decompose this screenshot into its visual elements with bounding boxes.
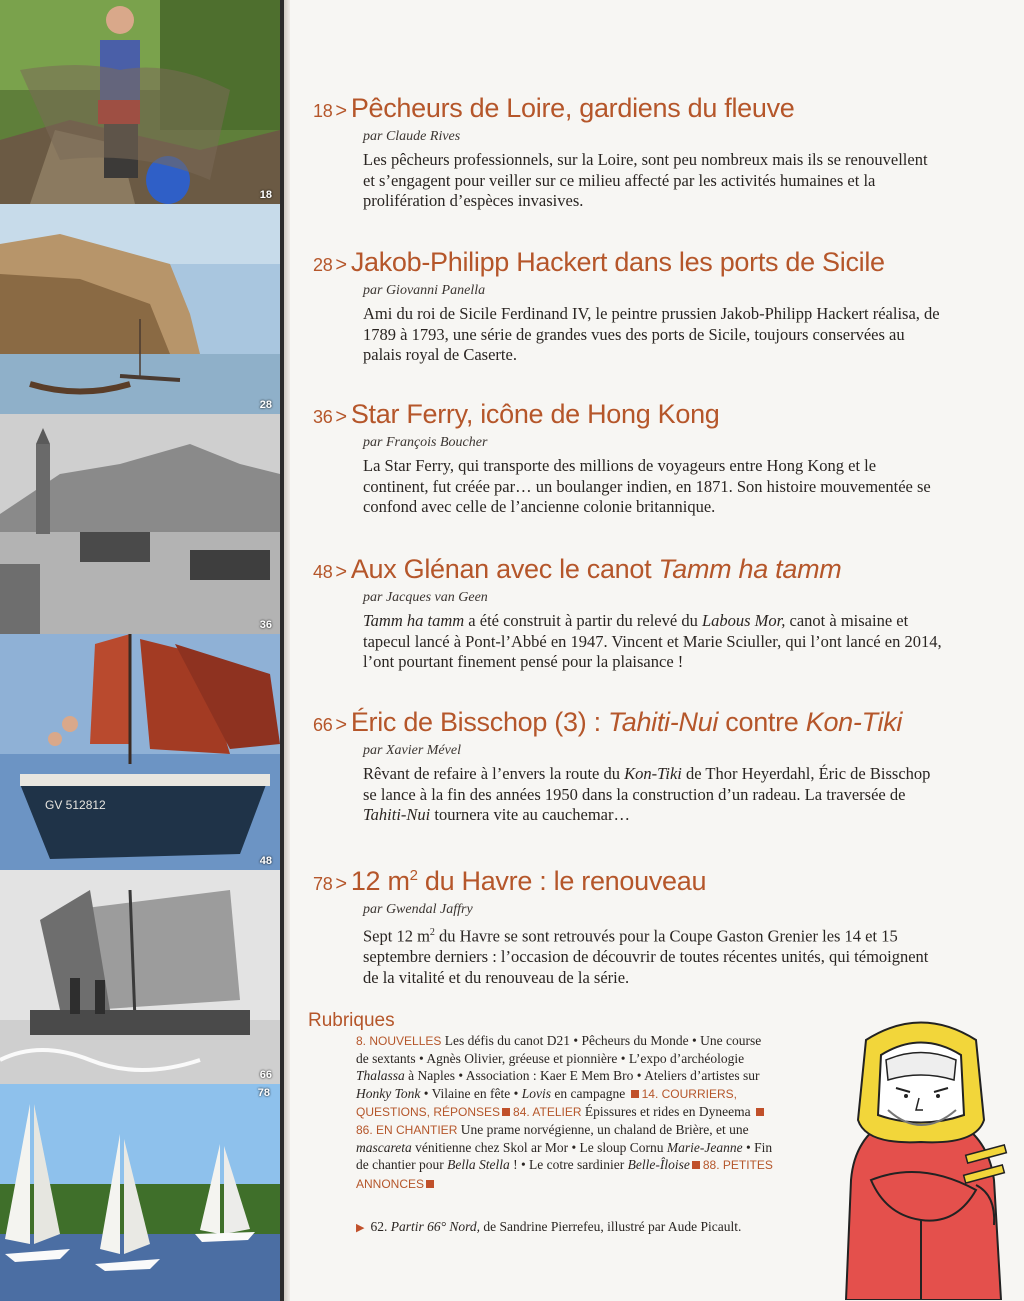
article-title: 36 > Star Ferry, icône de Hong Kong [313, 399, 720, 429]
rubrique-text: Épissures et rides en Dyneema [581, 1103, 754, 1119]
article-description: La Star Ferry, qui transporte des millions de voyageurs entre Hong Kong et le continent, fut créée par… un boulanger indien, en 1871. Son histoire mouvementée se confond avec celle de l’ancienne colonie britannique. [363, 456, 931, 516]
desc-italic: Kon-Tiki [624, 764, 682, 783]
article-title-text: Jakob-Philipp Hackert dans les ports de Sicile [350, 247, 885, 277]
rubrique-italic: Thalassa [356, 1068, 405, 1084]
article-title-text: 12 m [350, 866, 410, 896]
article-byline: par Xavier Mével [363, 743, 461, 758]
article-title: 28 > Jakob-Philipp Hackert dans les ports de Sicile [313, 247, 885, 277]
rubrique-text: vénitienne chez Skol ar Mor • Le sloup Cornu [411, 1140, 667, 1156]
photo-page-number: 78 [257, 1087, 270, 1099]
svg-text:GV 512812: GV 512812 [45, 798, 106, 812]
section-square-icon [631, 1090, 639, 1098]
desc-italic: Labous Mor, [701, 611, 786, 630]
sailor-illustration [826, 1010, 1016, 1300]
rubriques-heading: Rubriques [308, 1010, 395, 1031]
article-byline: par Jacques van Geen [363, 590, 488, 605]
rubrique-italic: mascareta [356, 1140, 412, 1156]
article-title-text: Pêcheurs de Loire, gardiens du fleuve [350, 93, 795, 123]
footer-title: Partir 66° Nord, [390, 1219, 481, 1234]
rubrique-italic: Marie-Jeanne [666, 1140, 743, 1156]
article-description: Ami du roi de Sicile Ferdinand IV, le peintre prussien Jakob-Philipp Hackert réalisa, de 1789 à 1793, une série de grandes vues des ports de Sicile, toujours conservées au palais royal de Caserte. [363, 304, 940, 364]
section-square-icon [692, 1161, 700, 1169]
article-description [363, 764, 943, 826]
desc-text: a été construit à partir du relevé du [464, 611, 702, 630]
photo-havre-art [0, 1084, 280, 1301]
rubrique-courriers-label[interactable]: 14. COURRIERS, QUESTIONS, RÉPONSES [356, 1086, 737, 1119]
article-byline: par François Boucher [363, 435, 488, 450]
desc-text: de Thor Heyerdahl, Éric de Bisschop se lance à la fin des années 1950 dans la construction d’un radeau. La traversée de [363, 764, 931, 804]
desc-italic: Tamm ha tamm [363, 611, 465, 630]
rubrique-italic: Belle-Îloise [627, 1157, 690, 1173]
article-title-text: du Havre : le renouveau [417, 866, 707, 896]
rubrique-italic: Lovis [521, 1085, 551, 1101]
photo-sicily-painting [0, 204, 280, 414]
photo-page-number: 48 [259, 855, 272, 867]
article-byline: par Giovanni Panella [363, 283, 486, 298]
photo-page-number: 66 [259, 1069, 272, 1081]
rubrique-italic: Bella Stella [447, 1157, 510, 1173]
article-title-boat-name: Tamm ha tamm [658, 554, 842, 584]
rubrique-chantier-label[interactable]: 86. EN CHANTIER [356, 1123, 458, 1138]
article-12m-havre[interactable] [313, 860, 953, 988]
article-title: 48 > Aux Glénan avec le canot Tamm ha tamm [313, 554, 842, 584]
photo-sicily-art [0, 204, 280, 414]
rubrique-text: Les défis du canot D21 • Pêcheurs du Monde • Une course de sextants • Agnès Olivier, gréeuse et pionnière • L’expo d’archéologie [356, 1033, 762, 1067]
rubrique-text: • Vilaine en fête • [420, 1085, 522, 1101]
rubrique-text: ! • Le cotre sardinier [509, 1157, 628, 1173]
rubrique-nouvelles-label[interactable]: 8. NOUVELLES [356, 1034, 442, 1048]
article-title-italic: Tahiti-Nui [608, 707, 719, 737]
article-byline: par Claude Rives [363, 129, 461, 144]
article-title-text: Star Ferry, icône de Hong Kong [350, 399, 720, 429]
article-title-superscript: 2 [409, 867, 418, 884]
rubrique-italic: Honky Tonk [356, 1085, 421, 1101]
photo-star-ferry [0, 414, 280, 634]
article-description [363, 611, 943, 673]
article-title: 66 > Éric de Bisschop (3) : Tahiti-Nui contre Kon-Tiki [313, 707, 903, 737]
rubrique-text: en campagne [551, 1085, 629, 1101]
triangle-bullet-icon: ▶ [356, 1222, 365, 1234]
article-byline: par Gwendal Jaffry [363, 902, 473, 917]
photo-havre-sailboats [0, 1084, 280, 1301]
rubriques-body [356, 1032, 776, 1193]
article-glenan[interactable] [313, 553, 953, 673]
footer-page: 62. [370, 1219, 391, 1234]
photo-red-sail-art [0, 634, 280, 870]
article-page-number: 78 [313, 874, 333, 894]
photo-raft-art [0, 870, 280, 1084]
photo-page-number: 36 [259, 619, 272, 631]
desc-text: canot à misaine et tapecul lancé à Pont-l’Abbé en 1947. Vincent et Marie Sciuller, qui l’ont lancé en 2014, l’ont pourtant finement pensé pour la plaisance ! [363, 611, 942, 671]
article-title: 18 > Pêcheurs de Loire, gardiens du fleuve [313, 93, 795, 123]
desc-text: du Havre se sont retrouvés pour la Coupe Gaston Grenier les 14 et 15 septembre derniers : l’occasion de découvrir de toutes récentes unités, qui témoignent de la vitalité et du renouveau de la série. [363, 926, 929, 987]
rubrique-annonces-label[interactable]: 88. PETITES ANNONCES [356, 1158, 773, 1191]
rubrique-text: • Fin de chantier pour [356, 1140, 773, 1173]
photo-star-ferry-art [0, 414, 280, 634]
article-title-text: Aux Glénan avec le canot [350, 554, 659, 584]
article-title-text: Éric de Bisschop (3) : [350, 707, 609, 737]
photo-strip [0, 0, 284, 1301]
section-square-icon [502, 1108, 510, 1116]
section-square-icon [756, 1108, 764, 1116]
rubrique-text: Une prame norvégienne, un chaland de Brière, et une [457, 1122, 749, 1138]
photo-fisherman-art [0, 0, 280, 204]
article-title-text: contre [718, 707, 806, 737]
desc-superscript: 2 [429, 927, 435, 938]
photo-raft [0, 870, 280, 1084]
desc-text: Sept 12 m [363, 926, 430, 946]
photo-red-sail-boat [0, 634, 280, 870]
photo-fisherman [0, 0, 280, 204]
desc-text: Rêvant de refaire à l’envers la route du [363, 764, 625, 783]
desc-italic: Tahiti-Nui [363, 805, 431, 824]
rubrique-text: à Naples • Association : Kaer E Mem Bro • Ateliers d’artistes sur [404, 1068, 760, 1084]
photo-page-number: 28 [259, 399, 272, 411]
photo-page-number: 18 [259, 189, 272, 201]
article-star-ferry[interactable] [313, 398, 953, 518]
article-page-number: 66 [313, 715, 333, 735]
article-pecheurs-de-loire[interactable] [313, 92, 953, 212]
article-page-number: 28 [313, 255, 333, 275]
article-title-italic: Kon-Tiki [805, 707, 903, 737]
desc-text: tournera vite au cauchemar… [430, 805, 630, 824]
footer-credit: de Sandrine Pierrefeu, illustré par Aude Picault. [480, 1219, 742, 1234]
article-bisschop[interactable] [313, 706, 953, 826]
section-square-icon [426, 1180, 434, 1188]
article-title: 78 > 12 $m^2$ du Havre : le renouveau [313, 866, 707, 896]
article-description: Les pêcheurs professionnels, sur la Loire, sont peu nombreux mais ils se renouvellent et s’engagent pour veiller sur ce milieu affecté par les activités humaines et la prolifération d’espèces invasives. [363, 150, 928, 210]
rubrique-atelier-label[interactable]: 84. ATELIER [513, 1104, 582, 1119]
article-hackert[interactable] [313, 246, 953, 366]
comic-feature-note[interactable] [356, 1219, 741, 1235]
article-page-number: 36 [313, 407, 333, 427]
article-description [363, 923, 943, 988]
page-spine [284, 0, 290, 1301]
article-page-number: 18 [313, 101, 333, 121]
article-page-number: 48 [313, 562, 333, 582]
